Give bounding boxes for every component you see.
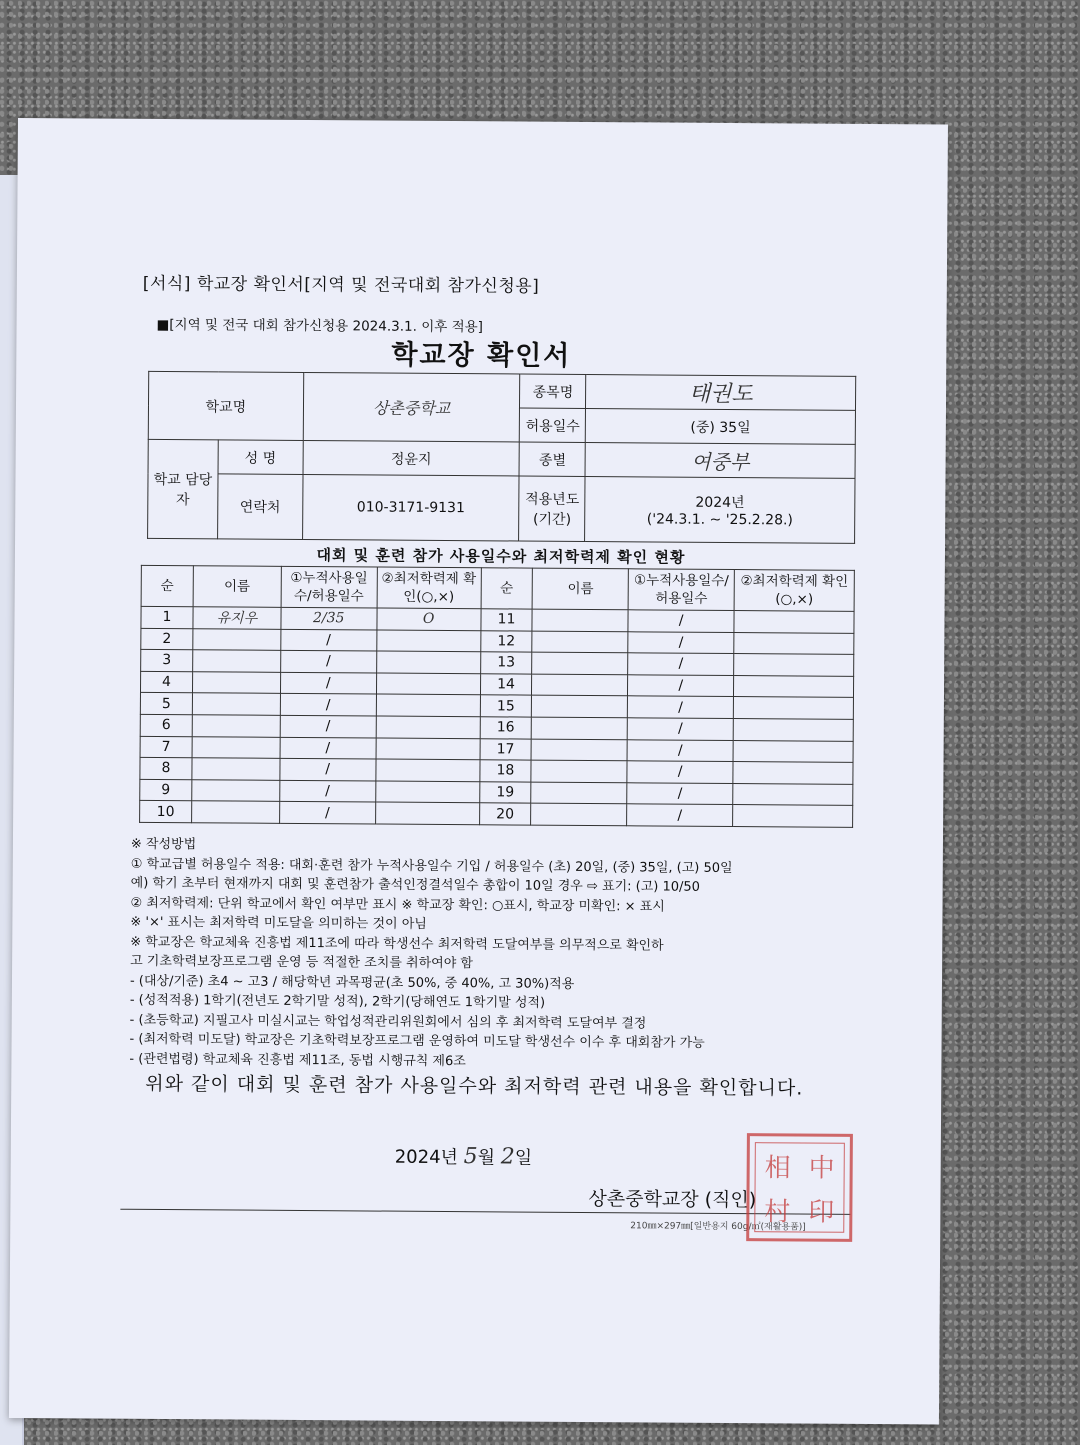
instruction-line: ※ '×' 표시는 최저학력 미도달을 의미하는 것이 아님 xyxy=(130,914,427,932)
instruction-line: ※ 작성방법 xyxy=(130,836,197,853)
phone-label: 연락처 xyxy=(217,474,302,540)
table-cell-n2: 13 xyxy=(480,652,532,674)
seal-char: 中 xyxy=(808,1153,835,1184)
table-cell-days1: / xyxy=(280,694,376,716)
table-cell-name1 xyxy=(192,736,280,758)
table-cell-days1: / xyxy=(280,651,376,673)
header-cell: 이름 xyxy=(193,566,281,608)
table-cell-days2: / xyxy=(627,804,733,826)
name-value: 정윤지 xyxy=(303,440,520,476)
table-cell-ok2 xyxy=(733,805,853,827)
instruction-line: - (초등학교) 지필고사 미실시교는 학업성적관리위원회에서 심의 후 최저학력 도달여부 결정 xyxy=(129,1012,647,1031)
date-month-unit: 월 xyxy=(477,1147,496,1169)
sport-label: 종목명 xyxy=(520,374,586,408)
table-cell-name2 xyxy=(532,674,628,696)
table-cell-ok2 xyxy=(734,611,854,633)
usage-table xyxy=(139,565,855,828)
section-title: 대회 및 훈련 참가 사용일수와 최저학력제 확인 현황 xyxy=(316,546,686,567)
table-cell-days2: / xyxy=(628,696,734,718)
table-cell-name2 xyxy=(532,631,628,653)
table-cell-days1: / xyxy=(280,672,376,694)
table-cell-ok1 xyxy=(376,673,480,695)
table-cell-days1: / xyxy=(280,715,376,737)
year-cell xyxy=(585,476,855,543)
table-cell-name2 xyxy=(532,695,628,717)
table-cell-ok1 xyxy=(376,651,480,673)
instruction-line: - (관련법령) 학교체육 진흥법 제11조, 동법 시행규칙 제6조 xyxy=(129,1051,466,1069)
instructions xyxy=(129,835,861,1074)
table-cell-days2: / xyxy=(627,739,733,761)
table-cell-ok1 xyxy=(376,759,480,781)
table-cell-n1: 7 xyxy=(140,736,192,758)
table-cell-name2 xyxy=(532,717,628,739)
period-value: ('24.3.1. ~ '25.2.28.) xyxy=(646,511,793,529)
seal-char: 村 xyxy=(764,1196,791,1227)
sub-label: ■[지역 및 전국 대회 참가신청용 2024.3.1. 이후 적용] xyxy=(156,316,484,336)
usage-header-row xyxy=(141,565,854,611)
table-cell-ok2 xyxy=(734,632,854,654)
table-cell-n1: 8 xyxy=(140,758,192,780)
table-cell-ok1 xyxy=(376,630,480,652)
school-label: 학교명 xyxy=(148,371,303,440)
sport-value: 태권도 xyxy=(586,374,856,410)
table-cell-days1: 2/35 xyxy=(281,607,377,629)
confirm-text: 위와 같이 대회 및 훈련 참가 사용일수와 최저학력 관련 내용을 확인합니다. xyxy=(145,1072,804,1100)
table-cell-n2: 20 xyxy=(479,803,531,825)
table-cell-name1: 유지우 xyxy=(193,607,281,629)
table-cell-ok2 xyxy=(734,675,854,697)
table-row xyxy=(140,801,853,828)
table-cell-days1: / xyxy=(280,737,376,759)
table-cell-name1 xyxy=(192,779,280,801)
seal-inner xyxy=(754,1142,845,1233)
header-cell: ②최저학력제 확인(○,×) xyxy=(734,570,854,612)
table-cell-days2: / xyxy=(628,631,734,653)
table-cell-n1: 5 xyxy=(140,693,192,715)
instruction-line: - (대상/기준) 초4 ~ 고3 / 해당학년 과목평균(초 50%, 중 40%, 고 30%)적용 xyxy=(129,973,575,992)
table-cell-name2 xyxy=(531,803,627,825)
table-cell-days1: / xyxy=(279,780,375,802)
principal-signature: 상촌중학교장 (직인) xyxy=(588,1188,757,1212)
header-cell: ①누적사용일수/허용일수 xyxy=(628,569,734,611)
table-cell-name2 xyxy=(531,739,627,761)
contact-label: 학교 담당자 xyxy=(148,439,219,538)
table-cell-n1: 4 xyxy=(140,671,192,693)
table-cell-name1 xyxy=(192,801,280,823)
table-cell-ok1 xyxy=(376,694,480,716)
table-cell-name2 xyxy=(531,782,627,804)
gender-label: 종별 xyxy=(519,442,585,476)
instruction-line: ※ 학교장은 학교체육 진흥법 제11조에 따라 학생선수 최저학력 도달여부를 의무적으로 확인하 xyxy=(130,934,664,954)
gender-value: 여중부 xyxy=(585,442,855,478)
instruction-line: ② 최저학력제: 단위 학교에서 확인 여부만 표시 ※ 학교장 확인: ○표시, 학교장 미확인: × 표시 xyxy=(130,895,665,915)
table-cell-days1: / xyxy=(280,758,376,780)
table-cell-n2: 11 xyxy=(480,609,532,631)
year-value: 2024년 xyxy=(695,494,745,512)
header-cell: 순 xyxy=(481,568,533,609)
table-cell-n2: 16 xyxy=(480,717,532,739)
table-cell-ok2 xyxy=(733,718,853,740)
date-line xyxy=(395,1143,533,1170)
table-cell-days1: / xyxy=(281,629,377,651)
table-cell-ok1: O xyxy=(377,608,481,630)
paper-spec: 210㎜×297㎜[일반용지 60g/㎡(재활용품)] xyxy=(630,1221,806,1233)
table-cell-days2: / xyxy=(628,675,734,697)
header-cell: ①누적사용일수/허용일수 xyxy=(281,566,377,608)
table-cell-ok2 xyxy=(734,654,854,676)
header-cell: 이름 xyxy=(533,568,629,610)
table-cell-days2: / xyxy=(627,783,733,805)
document-title: 학교장 확인서 xyxy=(391,339,572,372)
table-cell-n2: 19 xyxy=(479,781,531,803)
phone-value: 010-3171-9131 xyxy=(302,474,519,541)
date-year: 2024년 xyxy=(394,1146,459,1169)
instruction-line: - (성적적용) 1학기(전년도 2학기말 성적), 2학기(당해연도 1학기말 성적) xyxy=(129,992,546,1011)
table-cell-n1: 6 xyxy=(140,714,192,736)
name-label: 성 명 xyxy=(218,440,303,475)
table-cell-ok2 xyxy=(733,697,853,719)
info-table xyxy=(147,371,856,544)
seal-char: 相 xyxy=(764,1152,791,1183)
table-cell-ok1 xyxy=(376,716,480,738)
document-sheet xyxy=(9,118,948,1424)
official-seal-stamp xyxy=(746,1133,853,1242)
table-cell-n1: 10 xyxy=(140,801,192,823)
table-cell-name2 xyxy=(532,609,628,631)
days-value: (중) 35일 xyxy=(586,408,856,444)
date-day: 2 xyxy=(500,1144,515,1170)
table-cell-n2: 17 xyxy=(480,738,532,760)
instruction-line: - (최저학력 미도달) 학교장은 기초학력보장프로그램 운영하여 미도달 학생선수 이수 후 대회참가 가능 xyxy=(129,1031,705,1051)
date-month: 5 xyxy=(463,1144,478,1170)
table-cell-days2: / xyxy=(628,653,734,675)
instruction-line: 예) 학기 초부터 현재까지 대회 및 훈련참가 출석인정결석일수 총합이 10일 경우 ⇨ 표기: (고) 10/50 xyxy=(130,875,701,895)
table-cell-days1: / xyxy=(279,802,375,824)
table-cell-n2: 18 xyxy=(479,760,531,782)
date-day-unit: 일 xyxy=(514,1147,533,1169)
instruction-line: 고 기초학력보장프로그램 운영 등 적절한 조치를 취하여야 함 xyxy=(130,953,474,972)
table-cell-days2: / xyxy=(627,718,733,740)
table-cell-n1: 1 xyxy=(141,606,193,628)
table-cell-ok1 xyxy=(375,802,479,824)
school-value: 상촌중학교 xyxy=(303,372,520,442)
table-cell-n1: 3 xyxy=(141,650,193,672)
table-cell-n2: 14 xyxy=(480,674,532,696)
table-cell-name1 xyxy=(192,693,280,715)
days-label: 허용일수 xyxy=(520,408,586,442)
year-label: 적용년도 (기간) xyxy=(519,476,585,541)
seal-char: 印 xyxy=(808,1197,835,1228)
table-cell-ok1 xyxy=(376,738,480,760)
table-cell-ok2 xyxy=(733,762,853,784)
table-cell-name2 xyxy=(532,652,628,674)
table-cell-name1 xyxy=(193,650,281,672)
table-cell-name1 xyxy=(192,672,280,694)
table-cell-name1 xyxy=(193,628,281,650)
header-cell: 순 xyxy=(141,565,193,606)
table-cell-ok2 xyxy=(733,783,853,805)
table-cell-name1 xyxy=(192,715,280,737)
table-cell-n1: 9 xyxy=(140,779,192,801)
table-cell-days2: / xyxy=(628,610,734,632)
table-cell-n2: 12 xyxy=(480,630,532,652)
table-cell-name1 xyxy=(192,758,280,780)
table-cell-n1: 2 xyxy=(141,628,193,650)
table-cell-ok1 xyxy=(375,781,479,803)
table-cell-ok2 xyxy=(733,740,853,762)
table-cell-days2: / xyxy=(627,761,733,783)
table-cell-n2: 15 xyxy=(480,695,532,717)
table-cell-name2 xyxy=(531,760,627,782)
form-label: [서식] 학교장 확인서[지역 및 전국대회 참가신청용] xyxy=(142,273,540,297)
instruction-line: ① 학교급별 허용일수 적용: 대회·훈련 참가 누적사용일수 기입 / 허용일수 (초) 20일, (중) 35일, (고) 50일 xyxy=(130,856,733,876)
header-cell: ②최저학력제 확인(○,×) xyxy=(377,567,481,609)
